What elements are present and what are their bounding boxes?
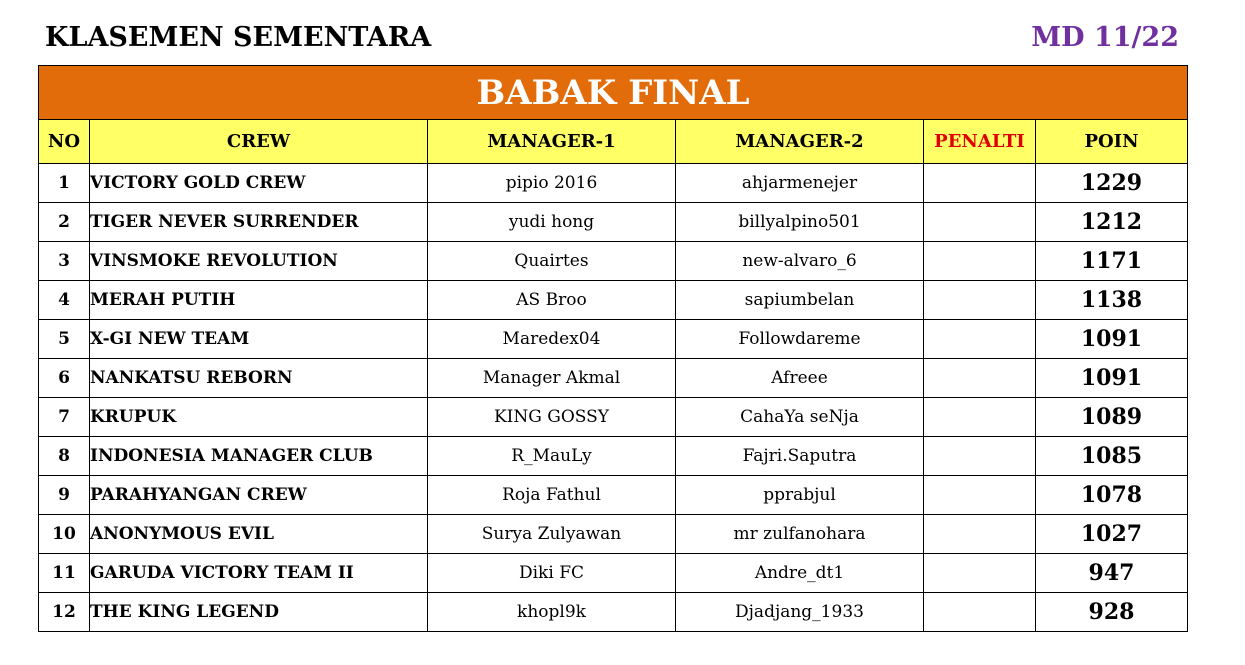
penalti-cell [924,164,1036,203]
crew-cell: TIGER NEVER SURRENDER [90,203,428,242]
banner-row [39,66,1188,120]
matchday-label: MD 11/22 [1031,22,1179,53]
rank-cell: 10 [39,515,90,554]
table-row [39,476,1188,515]
penalti-cell [924,515,1036,554]
poin-cell: 1171 [1036,242,1188,281]
manager-2-cell: sapiumbelan [676,281,924,320]
table-row [39,320,1188,359]
manager-2-cell: new-alvaro_6 [676,242,924,281]
column-header-manager-2: MANAGER-2 [676,120,924,164]
manager-2-cell: pprabjul [676,476,924,515]
crew-cell: GARUDA VICTORY TEAM II [90,554,428,593]
manager-2-cell: Afreee [676,359,924,398]
poin-cell: 1085 [1036,437,1188,476]
manager-1-cell: yudi hong [428,203,676,242]
manager-1-cell: khopl9k [428,593,676,632]
crew-cell: VINSMOKE REVOLUTION [90,242,428,281]
crew-cell: KRUPUK [90,398,428,437]
manager-1-cell: KING GOSSY [428,398,676,437]
poin-cell: 1229 [1036,164,1188,203]
poin-cell: 1138 [1036,281,1188,320]
header-row [39,120,1188,164]
rank-cell: 11 [39,554,90,593]
penalti-cell [924,242,1036,281]
column-header-crew: CREW [90,120,428,164]
rank-cell: 5 [39,320,90,359]
rank-cell: 4 [39,281,90,320]
manager-1-cell: Diki FC [428,554,676,593]
rank-cell: 3 [39,242,90,281]
penalti-cell [924,281,1036,320]
table-row [39,593,1188,632]
page-title: KLASEMEN SEMENTARA [45,22,432,53]
column-header-no: NO [39,120,90,164]
column-header-manager-1: MANAGER-1 [428,120,676,164]
crew-cell: MERAH PUTIH [90,281,428,320]
table-row [39,554,1188,593]
manager-1-cell: AS Broo [428,281,676,320]
poin-cell: 947 [1036,554,1188,593]
table-row [39,398,1188,437]
crew-cell: VICTORY GOLD CREW [90,164,428,203]
penalti-cell [924,398,1036,437]
manager-2-cell: Andre_dt1 [676,554,924,593]
manager-1-cell: Roja Fathul [428,476,676,515]
crew-cell: THE KING LEGEND [90,593,428,632]
column-header-penalti: PENALTI [924,120,1036,164]
crew-cell: INDONESIA MANAGER CLUB [90,437,428,476]
penalti-cell [924,320,1036,359]
poin-cell: 1091 [1036,359,1188,398]
rank-cell: 6 [39,359,90,398]
manager-2-cell: ahjarmenejer [676,164,924,203]
poin-cell: 1212 [1036,203,1188,242]
table-row [39,242,1188,281]
poin-cell: 928 [1036,593,1188,632]
manager-2-cell: Followdareme [676,320,924,359]
manager-2-cell: billyalpino501 [676,203,924,242]
rank-cell: 7 [39,398,90,437]
crew-cell: ANONYMOUS EVIL [90,515,428,554]
penalti-cell [924,476,1036,515]
penalti-cell [924,359,1036,398]
poin-cell: 1027 [1036,515,1188,554]
banner-title: BABAK FINAL [39,66,1188,120]
table-row [39,164,1188,203]
manager-2-cell: Djadjang_1933 [676,593,924,632]
manager-2-cell: Fajri.Saputra [676,437,924,476]
table-row [39,203,1188,242]
crew-cell: NANKATSU REBORN [90,359,428,398]
table-row [39,359,1188,398]
table-row [39,437,1188,476]
manager-1-cell: pipio 2016 [428,164,676,203]
manager-2-cell: CahaYa seNja [676,398,924,437]
manager-1-cell: R_MauLy [428,437,676,476]
manager-1-cell: Maredex04 [428,320,676,359]
table-row [39,281,1188,320]
penalti-cell [924,203,1036,242]
penalti-cell [924,593,1036,632]
manager-2-cell: mr zulfanohara [676,515,924,554]
standings-table [38,65,1188,632]
crew-cell: PARAHYANGAN CREW [90,476,428,515]
manager-1-cell: Quairtes [428,242,676,281]
poin-cell: 1091 [1036,320,1188,359]
poin-cell: 1078 [1036,476,1188,515]
rank-cell: 8 [39,437,90,476]
rank-cell: 9 [39,476,90,515]
column-header-poin: POIN [1036,120,1188,164]
penalti-cell [924,437,1036,476]
table-row [39,515,1188,554]
rank-cell: 2 [39,203,90,242]
manager-1-cell: Manager Akmal [428,359,676,398]
rank-cell: 12 [39,593,90,632]
rank-cell: 1 [39,164,90,203]
poin-cell: 1089 [1036,398,1188,437]
crew-cell: X-GI NEW TEAM [90,320,428,359]
penalti-cell [924,554,1036,593]
manager-1-cell: Surya Zulyawan [428,515,676,554]
